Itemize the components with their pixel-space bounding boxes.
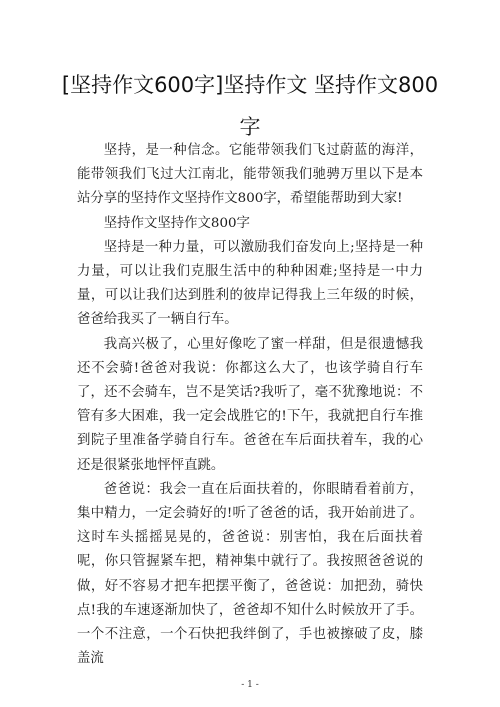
- paragraph-learning-bike: 我高兴极了，心里好像吃了蜜一样甜，但是很遗憾我还不会骑!爸爸对我说：你都这么大了，也该学骑自行车了，还不会骑车，岂不是笑话?我听了，毫不犹豫地说：不管有多大困难，我一定会战胜它的!下午，我就把自行车推到院子里准备学骑自行车。爸爸在车后面扶着车，我的心还是很紧张地怦怦直跳。: [77, 336, 423, 473]
- paragraph-intro: 坚持，是一种信念。它能带领我们飞过蔚蓝的海洋，能带领我们飞过大江南北，能带领我们驰骋万里以下是本站分享的坚持作文坚持作文800字，希望能帮助到大家!: [77, 143, 423, 207]
- page-number: - 1 -: [241, 680, 259, 690]
- document-body: [77, 139, 423, 671]
- paragraph-father-support: 爸爸说：我会一直在后面扶着的，你眼睛看着前方，集中精力，一定会骑好的!听了爸爸的话，我开始前进了。这时车头摇摇晃晃的，爸爸说：别害怕，我在后面扶着呢，你只管握紧车把，精神集中就行了。我按照爸爸说的做，好不容易才把车把摆平衡了，爸爸说：加把劲，骑快点!我的车速逐渐加快了，爸爸却不知什么时候放开了手。一个不注意，一个石快把我绊倒了，手也被擦破了皮，膝盖流: [77, 481, 423, 667]
- document-title: [坚持作文600字]坚持作文 坚持作文800字: [61, 73, 439, 139]
- paragraph-subheading: 坚持作文坚持作文800字: [103, 215, 250, 231]
- paragraph-persistence-power: 坚持是一种力量，可以激励我们奋发向上;坚持是一种力量，可以让我们克服生活中的种种困难;坚持是一中力量，可以让我们达到胜利的彼岸记得我上三年级的时候，爸爸给我买了一辆自行车。: [77, 239, 423, 328]
